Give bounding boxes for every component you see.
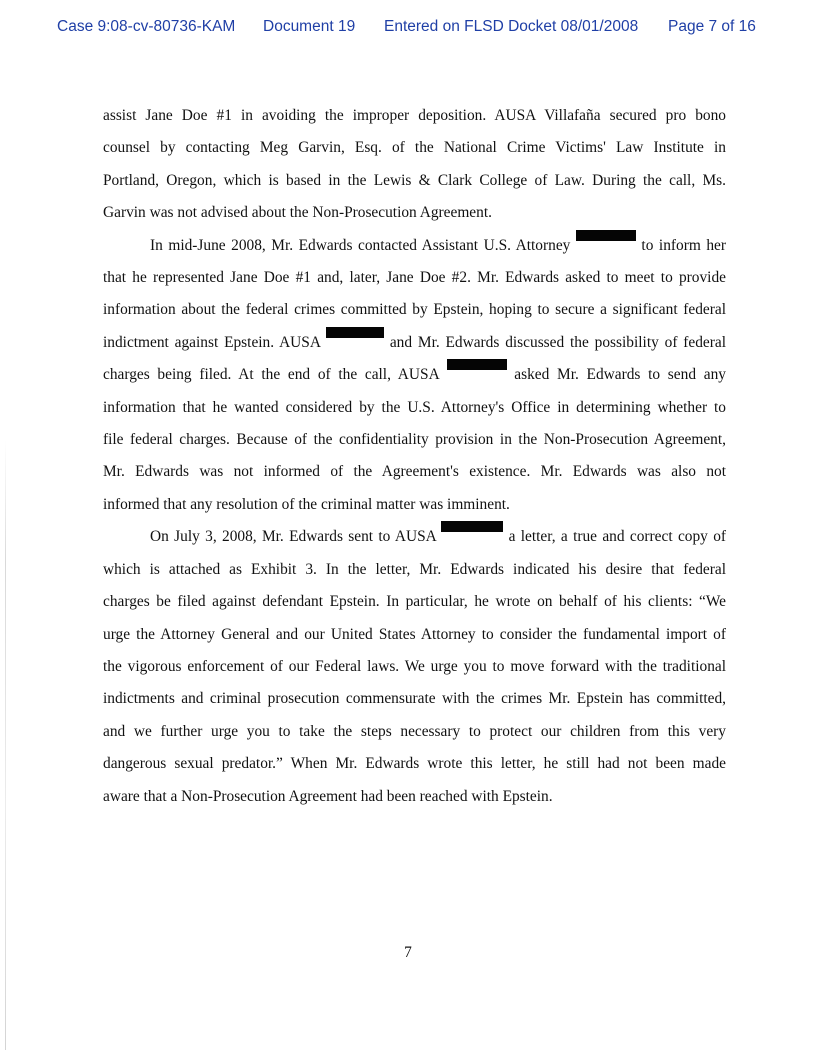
line-text-after: and Mr. Edwards discussed the possibility of federal xyxy=(389,333,726,351)
text-line: informed that any resolution of the criminal matter was imminent. xyxy=(103,495,510,513)
paragraph-1 xyxy=(103,100,726,230)
line-text-before: In mid-June 2008, Mr. Edwards contacted Assistant U.S. Attorney xyxy=(150,236,571,254)
text-line xyxy=(103,230,726,262)
line-text-after: to inform her xyxy=(641,236,726,254)
text-line: indictments and criminal prosecution commensurate with the crimes Mr. Epstein has committed, xyxy=(103,690,726,708)
text-line: Portland, Oregon, which is based in the Lewis & Clark College of Law. During the call, Ms. xyxy=(103,171,726,189)
text-line: which is attached as Exhibit 3. In the letter, Mr. Edwards indicated his desire that federal xyxy=(103,560,726,578)
page-indicator: Page 7 of 16 xyxy=(668,18,756,35)
text-line: information about the federal crimes committed by Epstein, hoping to secure a significant federal xyxy=(103,301,726,319)
redaction-bar xyxy=(441,521,503,532)
text-line: dangerous sexual predator.” When Mr. Edwards wrote this letter, he still had not been made xyxy=(103,755,726,773)
document-body xyxy=(103,100,726,813)
page-number: 7 xyxy=(404,944,412,961)
text-line: assist Jane Doe #1 in avoiding the improper deposition. AUSA Villafaña secured pro bono xyxy=(103,107,726,124)
text-line: Garvin was not advised about the Non-Prosecution Agreement. xyxy=(103,204,492,222)
line-text-after: a letter, a true and correct copy of xyxy=(508,528,727,546)
redaction-bar xyxy=(326,327,384,338)
text-line xyxy=(103,521,726,553)
text-line: counsel by contacting Meg Garvin, Esq. of the National Crime Victims' Law Institute in xyxy=(103,139,726,157)
text-line: aware that a Non-Prosecution Agreement had been reached with Epstein. xyxy=(103,787,553,805)
text-line: file federal charges. Because of the confidentiality provision in the Non-Prosecution Agreement, xyxy=(103,431,726,449)
line-text-before: charges being filed. At the end of the call, AUSA xyxy=(103,366,439,384)
case-number: Case 9:08-cv-80736-KAM xyxy=(57,18,236,35)
text-line: Mr. Edwards was not informed of the Agreement's existence. Mr. Edwards was also not xyxy=(103,463,726,481)
text-line: charges be filed against defendant Epstein. In particular, he wrote on behalf of his clients: “We xyxy=(103,593,726,611)
text-line xyxy=(103,327,726,359)
line-text-before: On July 3, 2008, Mr. Edwards sent to AUSA xyxy=(150,528,436,546)
text-line: urge the Attorney General and our United States Attorney to consider the fundamental import of xyxy=(103,625,726,643)
text-line: and we further urge you to take the steps necessary to protect our children from this very xyxy=(103,722,726,740)
text-line xyxy=(103,359,726,391)
text-line: the vigorous enforcement of our Federal laws. We urge you to move forward with the traditional xyxy=(103,657,726,675)
text-line: information that he wanted considered by the U.S. Attorney's Office in determining whether to xyxy=(103,398,726,416)
line-text-before: indictment against Epstein. AUSA xyxy=(103,333,321,351)
paragraph-3 xyxy=(103,521,726,813)
redaction-bar xyxy=(576,230,636,241)
docket-entry-date: Entered on FLSD Docket 08/01/2008 xyxy=(384,18,639,35)
redaction-bar xyxy=(447,359,507,370)
paragraph-2 xyxy=(103,230,726,522)
document-number: Document 19 xyxy=(263,18,356,35)
text-line: that he represented Jane Doe #1 and, later, Jane Doe #2. Mr. Edwards asked to meet to provide xyxy=(103,269,726,287)
line-text-after: asked Mr. Edwards to send any xyxy=(514,366,726,384)
